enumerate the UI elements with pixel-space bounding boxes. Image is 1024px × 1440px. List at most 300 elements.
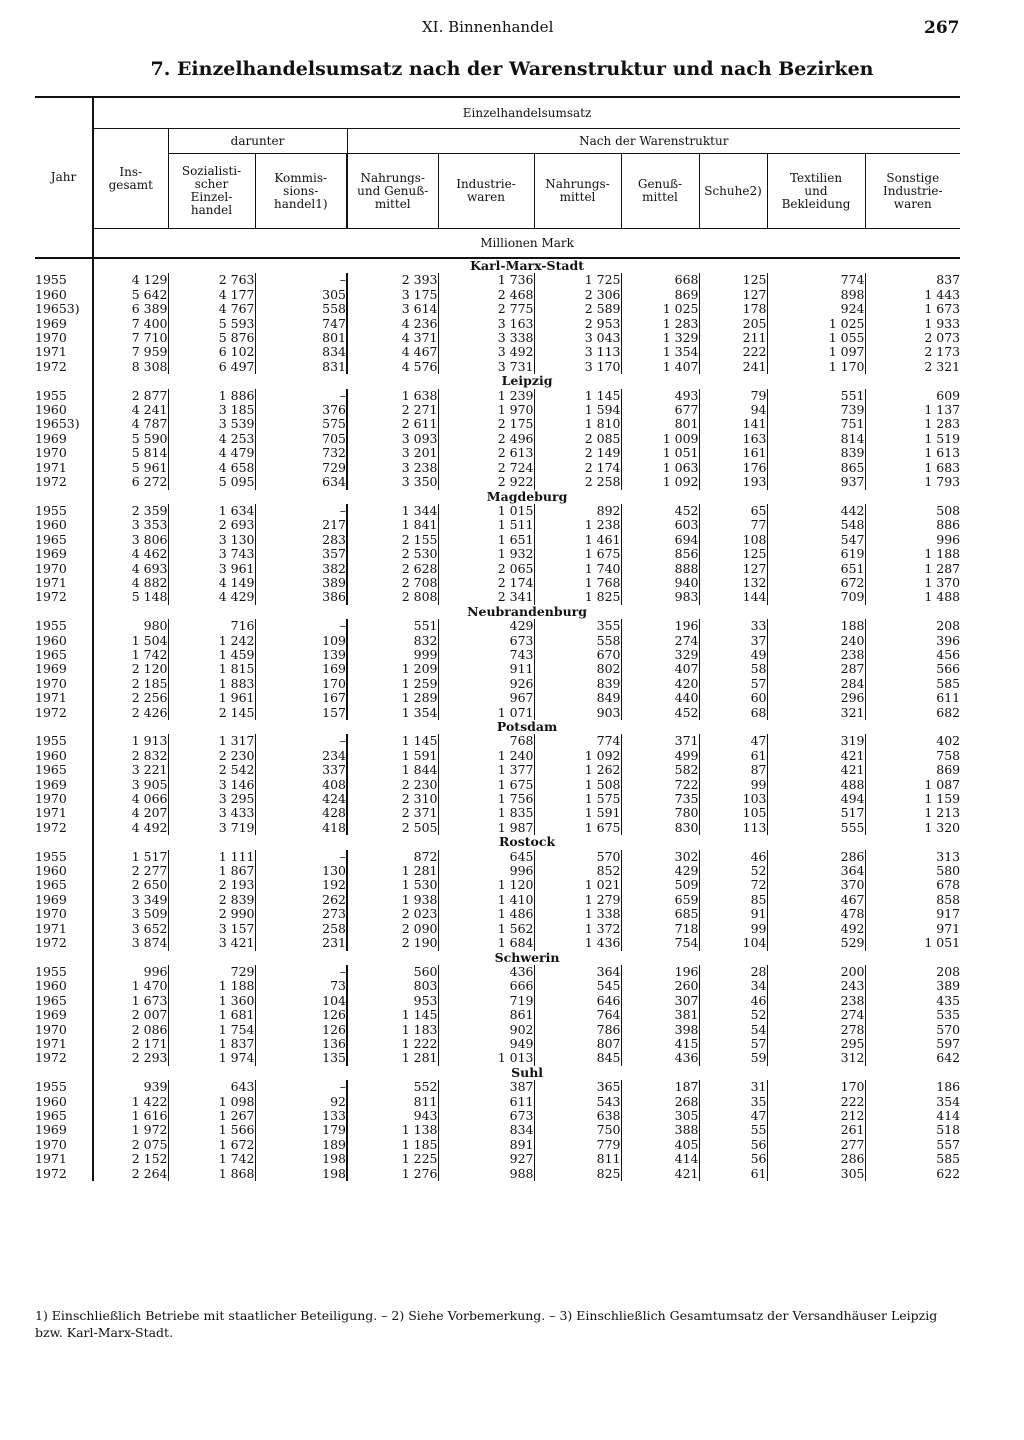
value-cell: 170 [767, 1080, 865, 1094]
value-cell: 2 468 [438, 288, 534, 302]
value-cell: 87 [699, 763, 767, 777]
year-cell: 1955 [35, 273, 93, 287]
value-cell: 1 575 [534, 792, 621, 806]
value-cell: 1 283 [621, 317, 699, 331]
value-cell: 405 [621, 1138, 699, 1152]
value-cell: 980 [93, 619, 168, 633]
value-cell: 91 [699, 907, 767, 921]
value-cell: 886 [936, 517, 961, 533]
value-cell: 529 [767, 936, 865, 950]
value-cell: 104 [255, 994, 347, 1008]
region-name: Suhl [511, 1064, 544, 1080]
value-cell: 1 170 [767, 360, 865, 374]
value-cell: 1 530 [347, 878, 438, 892]
year-cell: 1971 [35, 1037, 93, 1051]
year-cell: 1960 [35, 288, 93, 302]
page-number: 267 [924, 18, 960, 38]
value-cell: 284 [767, 677, 865, 691]
value-cell: 803 [347, 979, 438, 993]
value-cell: 6 497 [168, 360, 255, 374]
table-row [35, 1080, 960, 1094]
value-cell: 2 922 [438, 475, 534, 489]
value-cell: 1 360 [168, 994, 255, 1008]
value-cell: 1 120 [438, 878, 534, 892]
table-row [35, 1167, 960, 1181]
value-cell: 108 [699, 533, 767, 547]
value-cell: 2 230 [168, 749, 255, 763]
value-cell: 988 [438, 1167, 534, 1181]
year-cell: 1971 [35, 806, 93, 820]
value-cell: 1 009 [621, 432, 699, 446]
table-row [35, 317, 960, 331]
value-cell: 582 [621, 763, 699, 777]
value-cell: 1 354 [347, 706, 438, 720]
region-heading-spacer [35, 951, 93, 965]
value-cell: 231 [255, 936, 347, 950]
year-cell: 1970 [35, 446, 93, 460]
value-cell: 141 [699, 417, 767, 431]
value-cell: 2 023 [347, 907, 438, 921]
year-cell: 1971 [35, 576, 93, 590]
value-cell: 4 253 [168, 432, 255, 446]
region-heading-spacer [35, 835, 93, 849]
value-cell: 337 [255, 763, 347, 777]
value-cell: 161 [699, 446, 767, 460]
table-row [35, 893, 960, 907]
value-cell: 1 145 [347, 1008, 438, 1022]
value-cell: 8 308 [93, 360, 168, 374]
year-cell: 1970 [35, 562, 93, 576]
value-cell: 779 [534, 1138, 621, 1152]
year-cell: 1960 [35, 634, 93, 648]
header-nahrung-genuss [347, 154, 438, 229]
value-cell: 1 488 [924, 589, 961, 605]
value-cell: 104 [699, 936, 767, 950]
value-cell: 420 [621, 677, 699, 691]
value-cell: 1 267 [168, 1109, 255, 1123]
region-heading-row [35, 374, 960, 388]
table-row [35, 619, 960, 633]
region-heading-row [35, 720, 960, 734]
value-cell: 834 [438, 1123, 534, 1137]
value-cell: 869 [936, 762, 961, 778]
value-cell: 99 [699, 922, 767, 936]
table-row [35, 1023, 960, 1037]
value-cell: 3 353 [93, 518, 168, 532]
value-cell: 46 [699, 850, 767, 864]
value-cell: 1 470 [93, 979, 168, 993]
value-cell: 421 [767, 749, 865, 763]
value-cell: 3 221 [93, 763, 168, 777]
value-cell: 3 185 [168, 403, 255, 417]
value-cell: 837 [936, 272, 961, 288]
value-cell: 1 961 [168, 691, 255, 705]
value-cell: 2 306 [534, 288, 621, 302]
value-cell: 1 793 [924, 474, 961, 490]
value-cell: 302 [621, 850, 699, 864]
value-cell: 452 [621, 504, 699, 518]
table-row [35, 706, 960, 720]
value-cell: 1 098 [168, 1095, 255, 1109]
value-cell: 3 961 [168, 562, 255, 576]
value-cell: 196 [621, 965, 699, 979]
value-cell: 1 111 [168, 850, 255, 864]
value-cell: 1 970 [438, 403, 534, 417]
region-heading-row [35, 258, 960, 273]
value-cell: 3 175 [347, 288, 438, 302]
value-cell: 1 736 [438, 273, 534, 287]
value-cell: 261 [767, 1123, 865, 1137]
value-cell: 1 213 [924, 805, 961, 821]
value-cell: 1 933 [924, 315, 961, 331]
value-cell: 643 [168, 1080, 255, 1094]
table-row [35, 691, 960, 705]
value-cell: 2 065 [438, 562, 534, 576]
value-cell: 205 [699, 317, 767, 331]
value-cell: 603 [621, 518, 699, 532]
value-cell: 33 [699, 619, 767, 633]
value-cell: 125 [699, 547, 767, 561]
value-cell: 517 [767, 806, 865, 820]
value-cell: 3 614 [347, 302, 438, 316]
value-cell: 407 [621, 662, 699, 676]
value-cell: 370 [767, 878, 865, 892]
year-cell: 1969 [35, 317, 93, 331]
value-cell: 1 279 [534, 893, 621, 907]
value-cell: 1 672 [168, 1138, 255, 1152]
header-textilien [767, 154, 865, 229]
value-cell: 898 [767, 288, 865, 302]
value-cell: 1 238 [534, 518, 621, 532]
value-cell: 418 [255, 821, 347, 835]
value-cell: 132 [699, 576, 767, 590]
value-cell: 634 [255, 475, 347, 489]
value-cell: – [255, 734, 347, 748]
value-cell: 126 [255, 1008, 347, 1022]
table-row [35, 273, 960, 287]
value-cell: 3 350 [347, 475, 438, 489]
value-cell: 35 [699, 1095, 767, 1109]
value-cell: 287 [767, 662, 865, 676]
value-cell: 722 [621, 778, 699, 792]
year-cell: 1965 [35, 878, 93, 892]
value-cell: 2 190 [347, 936, 438, 950]
region-heading-spacer [35, 374, 93, 388]
table-row [35, 432, 960, 446]
value-cell: 193 [699, 475, 767, 489]
region-name: Schwerin [494, 949, 560, 965]
value-cell: 801 [621, 417, 699, 431]
value-cell: 2 293 [93, 1051, 168, 1065]
value-cell: 967 [438, 691, 534, 705]
value-cell: 170 [255, 677, 347, 691]
table-row [35, 389, 960, 403]
value-cell: 440 [621, 691, 699, 705]
value-cell: 31 [699, 1080, 767, 1094]
value-cell: 429 [621, 864, 699, 878]
region-heading-row [35, 490, 960, 504]
value-cell: 1 051 [621, 446, 699, 460]
value-cell: 1 591 [347, 749, 438, 763]
value-cell: 57 [699, 677, 767, 691]
value-cell: 2 496 [438, 432, 534, 446]
value-cell: 364 [534, 965, 621, 979]
value-cell: 557 [936, 1136, 961, 1152]
value-cell: 273 [255, 907, 347, 921]
value-cell: 364 [767, 864, 865, 878]
value-cell: 3 170 [534, 360, 621, 374]
value-cell: 1 370 [924, 574, 961, 590]
value-cell: 3 806 [93, 533, 168, 547]
value-cell: 1 225 [347, 1152, 438, 1166]
value-cell: 518 [936, 1122, 961, 1138]
value-cell: 3 731 [438, 360, 534, 374]
value-cell: 1 913 [93, 734, 168, 748]
value-cell: 1 841 [347, 518, 438, 532]
value-cell: 268 [621, 1095, 699, 1109]
header-insgesamt [93, 129, 168, 229]
value-cell: 869 [621, 288, 699, 302]
value-cell: 3 130 [168, 533, 255, 547]
value-cell: 3 163 [438, 317, 534, 331]
value-cell: 1 092 [534, 749, 621, 763]
value-cell: 1 825 [534, 590, 621, 604]
value-cell: 811 [534, 1152, 621, 1166]
value-cell: 575 [255, 417, 347, 431]
value-cell: 1 287 [924, 560, 961, 576]
value-cell: 609 [936, 387, 961, 403]
value-cell: 2 090 [347, 922, 438, 936]
value-cell: 971 [936, 920, 961, 936]
value-cell: 187 [621, 1080, 699, 1094]
region-name: Leipzig [501, 373, 553, 389]
value-cell: 192 [255, 878, 347, 892]
value-cell: 2 007 [93, 1008, 168, 1022]
value-cell: 1 329 [621, 331, 699, 345]
value-cell: 1 317 [168, 734, 255, 748]
value-cell: 2 613 [438, 446, 534, 460]
value-cell: 414 [936, 1107, 961, 1123]
value-cell: 46 [699, 994, 767, 1008]
value-cell: 2 085 [534, 432, 621, 446]
value-cell: 258 [255, 922, 347, 936]
year-cell: 1960 [35, 864, 93, 878]
value-cell: 278 [767, 1023, 865, 1037]
value-cell: 2 839 [168, 893, 255, 907]
value-cell: 3 295 [168, 792, 255, 806]
value-cell: 1 138 [347, 1123, 438, 1137]
value-cell: 68 [699, 706, 767, 720]
table-row [35, 562, 960, 576]
table-row [35, 590, 960, 604]
header-schuhe [699, 154, 767, 229]
value-cell: 133 [255, 1109, 347, 1123]
value-cell: 3 146 [168, 778, 255, 792]
value-cell: 6 272 [93, 475, 168, 489]
value-cell: 858 [936, 891, 961, 907]
value-cell: 1 145 [534, 389, 621, 403]
value-cell: 551 [767, 389, 865, 403]
year-cell: 1971 [35, 922, 93, 936]
value-cell: 1 145 [347, 734, 438, 748]
value-cell: 127 [699, 288, 767, 302]
value-cell: 4 479 [168, 446, 255, 460]
value-cell: – [255, 504, 347, 518]
year-cell: 1972 [35, 475, 93, 489]
table-row [35, 403, 960, 417]
value-cell: 996 [438, 864, 534, 878]
year-cell: 1955 [35, 389, 93, 403]
value-cell: 238 [767, 994, 865, 1008]
year-cell: 19653) [35, 302, 93, 316]
value-cell: 178 [699, 302, 767, 316]
value-cell: 1 987 [438, 821, 534, 835]
header-sozialistischer-text: Sozialisti- scher Einzel- handel [181, 164, 242, 217]
value-cell: 802 [534, 662, 621, 676]
year-cell: 1969 [35, 432, 93, 446]
value-cell: 2 341 [438, 590, 534, 604]
value-cell: 4 492 [93, 821, 168, 835]
value-cell: 646 [534, 994, 621, 1008]
year-cell: 1971 [35, 691, 93, 705]
value-cell: 1 025 [621, 302, 699, 316]
table-row [35, 1095, 960, 1109]
value-cell: 865 [767, 461, 865, 475]
value-cell: 774 [767, 273, 865, 287]
value-cell: 260 [621, 979, 699, 993]
value-cell: 421 [621, 1167, 699, 1181]
region-heading-row [35, 1066, 960, 1080]
value-cell: 754 [621, 936, 699, 950]
value-cell: 1 673 [924, 301, 961, 317]
value-cell: 2 724 [438, 461, 534, 475]
region-heading-spacer [35, 490, 93, 504]
value-cell: 2 149 [534, 446, 621, 460]
value-cell: 1 262 [534, 763, 621, 777]
value-cell: 839 [534, 677, 621, 691]
value-cell: 52 [699, 864, 767, 878]
value-cell: 60 [699, 691, 767, 705]
value-cell: 376 [255, 403, 347, 417]
table-row [35, 936, 960, 950]
table-row [35, 302, 960, 316]
value-cell: 4 576 [347, 360, 438, 374]
value-cell: 552 [347, 1080, 438, 1094]
table-row [35, 533, 960, 547]
value-cell: 1 092 [621, 475, 699, 489]
value-cell: 398 [621, 1023, 699, 1037]
table-row [35, 1051, 960, 1065]
value-cell: 2 611 [347, 417, 438, 431]
value-cell: 1 087 [924, 776, 961, 792]
value-cell: 1 740 [534, 562, 621, 576]
value-cell: 2 155 [347, 533, 438, 547]
value-cell: 585 [936, 675, 961, 691]
value-cell: 5 642 [93, 288, 168, 302]
table-row [35, 504, 960, 518]
value-cell: 543 [534, 1095, 621, 1109]
table-row [35, 648, 960, 662]
value-cell: 478 [767, 907, 865, 921]
table-body [35, 258, 960, 1181]
value-cell: 2 271 [347, 403, 438, 417]
value-cell: 999 [347, 648, 438, 662]
value-cell: 424 [255, 792, 347, 806]
header-kommissionshandel-text: Kommis- sions- handel1) [273, 170, 328, 211]
value-cell: 1 938 [347, 893, 438, 907]
value-cell: 3 238 [347, 461, 438, 475]
year-cell: 1970 [35, 677, 93, 691]
table-row [35, 331, 960, 345]
value-cell: 65 [699, 504, 767, 518]
year-cell: 1971 [35, 345, 93, 359]
value-cell: 5 593 [168, 317, 255, 331]
statistics-table [35, 96, 960, 1181]
value-cell: 305 [621, 1109, 699, 1123]
value-cell: 2 173 [924, 344, 961, 360]
table-row [35, 763, 960, 777]
value-cell: 436 [621, 1051, 699, 1065]
value-cell: 414 [621, 1152, 699, 1166]
value-cell: 1 651 [438, 533, 534, 547]
value-cell: 1 638 [347, 389, 438, 403]
year-cell: 1955 [35, 1080, 93, 1094]
value-cell: 186 [936, 1079, 961, 1095]
value-cell: 2 542 [168, 763, 255, 777]
value-cell: 37 [699, 634, 767, 648]
value-cell: 2 693 [168, 518, 255, 532]
footnotes: 1) Einschließlich Betriebe mit staatlicher Beteiligung. – 2) Siehe Vorbemerkung. – 3) Einschließlich Gesamtumsatz der Versandhäuser Leipzig bzw. Karl-Marx-Stadt. [35, 1308, 938, 1340]
value-cell: 2 426 [93, 706, 168, 720]
table-row [35, 778, 960, 792]
value-cell: 2 393 [347, 273, 438, 287]
value-cell: 3 719 [168, 821, 255, 835]
value-cell: 1 591 [534, 806, 621, 820]
value-cell: 937 [767, 475, 865, 489]
value-cell: 645 [438, 850, 534, 864]
value-cell: 1 281 [347, 1051, 438, 1065]
header-insgesamt-text: Ins- gesamt [108, 164, 153, 192]
value-cell: 208 [936, 618, 961, 634]
value-cell: 547 [767, 533, 865, 547]
value-cell: 3 157 [168, 922, 255, 936]
table-row [35, 878, 960, 892]
value-cell: 2 120 [93, 662, 168, 676]
value-cell: 77 [699, 518, 767, 532]
value-cell: 136 [255, 1037, 347, 1051]
value-cell: 1 259 [347, 677, 438, 691]
value-cell: 2 628 [347, 562, 438, 576]
value-cell: 1 508 [534, 778, 621, 792]
value-cell: 313 [936, 848, 961, 864]
value-cell: 4 787 [93, 417, 168, 431]
value-cell: 3 338 [438, 331, 534, 345]
value-cell: 2 264 [93, 1167, 168, 1181]
year-cell: 1965 [35, 1109, 93, 1123]
value-cell: 34 [699, 979, 767, 993]
year-cell: 1960 [35, 749, 93, 763]
value-cell: 296 [767, 691, 865, 705]
value-cell: 2 171 [93, 1037, 168, 1051]
value-cell: 6 389 [93, 302, 168, 316]
year-cell: 1972 [35, 821, 93, 835]
value-cell: 234 [255, 749, 347, 763]
year-cell: 1970 [35, 907, 93, 921]
value-cell: 198 [255, 1152, 347, 1166]
value-cell: 716 [168, 619, 255, 633]
value-cell: 388 [621, 1123, 699, 1137]
year-cell: 1971 [35, 1152, 93, 1166]
